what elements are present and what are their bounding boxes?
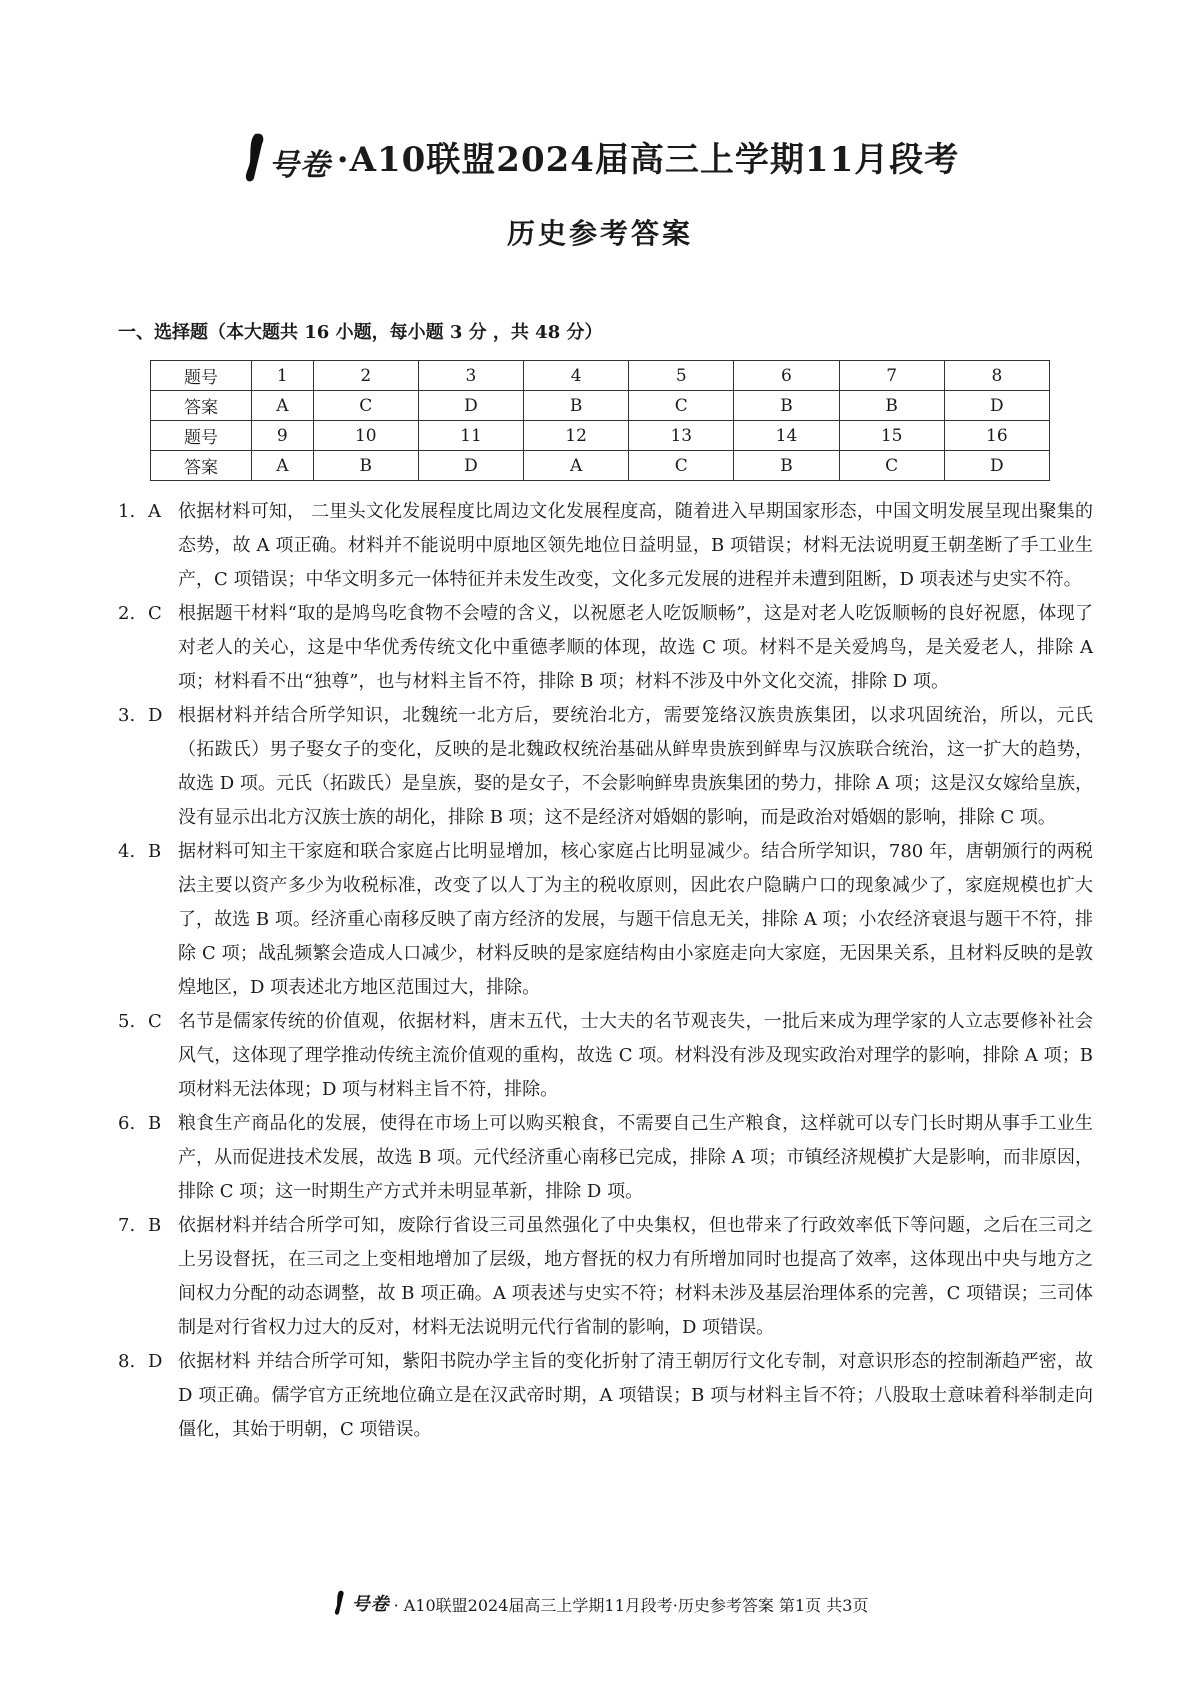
answer-cell: B bbox=[734, 451, 839, 481]
answer-cell: D bbox=[944, 391, 1049, 421]
item-explanation: 根据题干材料“取的是鸠鸟吃食物不会噎的含义，以祝愿老人吃饭顺畅”，这是对老人吃饭顺畅的良好祝愿，体现了对老人的关心，这是中华优秀传统文化中重德孝顺的体现，故选 C 项。材料不是关爱鸠鸟，是关爱老人，排除 A 项；材料看不出“独尊”，也与材料主旨不符，排除 B 项；材料不涉及中外文化交流，排除 D 项。 bbox=[178, 603, 1093, 692]
question-number: 16 bbox=[944, 421, 1049, 451]
item-answer: B bbox=[148, 841, 162, 862]
table-row bbox=[151, 391, 1050, 421]
answer-cell: B bbox=[313, 451, 418, 481]
item-explanation: 依据材料可知， 二里头文化发展程度比周边文化发展程度高，随着进入早期国家形态，中国文明发展呈现出聚集的态势，故 A 项正确。材料并不能说明中原地区领先地位日益明显，B 项错误；材料无法说明夏王朝垄断了手工业生产，C 项错误；中华文明多元一体特征并未发生改变，文化多元发展的进程并未遭到阻断，D 项表述与史实不符。 bbox=[178, 501, 1093, 590]
item-number: 7. bbox=[118, 1215, 136, 1236]
item-answer: D bbox=[148, 1351, 163, 1372]
answer-cell: B bbox=[839, 391, 944, 421]
question-number: 1 bbox=[252, 361, 314, 391]
item-answer: A bbox=[148, 501, 161, 522]
item-explanation: 名节是儒家传统的价值观，依据材料，唐末五代，士大夫的名节观丧失，一批后来成为理学家的人立志要修补社会风气，这体现了理学推动传统主流价值观的重构，故选 C 项。材料没有涉及现实政治对理学的影响，排除 A 项；B 项材料无法体现；D 项与材料主旨不符，排除。 bbox=[178, 1011, 1093, 1100]
title-row bbox=[241, 128, 959, 184]
list-item bbox=[118, 835, 1093, 1005]
item-number: 4. bbox=[118, 841, 136, 862]
answer-table bbox=[150, 360, 1050, 481]
question-number: 3 bbox=[418, 361, 523, 391]
question-number: 12 bbox=[524, 421, 629, 451]
footer-logo-text: 号卷 bbox=[351, 1594, 390, 1615]
footer bbox=[0, 1590, 1200, 1620]
answer-cell: C bbox=[629, 391, 734, 421]
footer-text: · A10联盟2024届高三上学期11月段考·历史参考答案 第1页 共3页 bbox=[393, 1596, 869, 1615]
list-item bbox=[118, 1209, 1093, 1345]
item-number: 3. bbox=[118, 705, 136, 726]
list-item bbox=[118, 597, 1093, 699]
item-number: 2. bbox=[118, 603, 136, 624]
section-title: 一、选择题（本大题共 16 小题，每小题 3 分 ，共 48 分） bbox=[118, 322, 603, 343]
row-label: 答案 bbox=[151, 451, 252, 481]
table-row bbox=[151, 451, 1050, 481]
explanation-list bbox=[118, 495, 1093, 1447]
item-explanation: 依据材料并结合所学可知，废除行省设三司虽然强化了中央集权，但也带来了行政效率低下等问题，之后在三司之上另设督抚，在三司之上变相地增加了层级，地方督抚的权力有所增加同时也提高了效率，这体现出中央与地方之间权力分配的动态调整，故 B 项正确。A 项表述与史实不符；材料未涉及基层治理体系的完善，C 项错误；三司体制是对行省权力过大的反对，材料无法说明元代行省制的影响，D 项错误。 bbox=[178, 1215, 1093, 1338]
item-answer: B bbox=[148, 1113, 162, 1134]
table-row bbox=[151, 361, 1050, 391]
answer-cell: A bbox=[252, 391, 314, 421]
answer-cell: C bbox=[629, 451, 734, 481]
question-number: 2 bbox=[313, 361, 418, 391]
item-explanation: 粮食生产商品化的发展，使得在市场上可以购买粮食，不需要自己生产粮食，这样就可以专门长时期从事手工业生产，从而促进技术发展，故选 B 项。元代经济重心南移已完成，排除 A 项；市镇经济规模扩大是影响，而非原因，排除 C 项；这一时期生产方式并未明显革新，排除 D 项。 bbox=[178, 1113, 1093, 1202]
question-number: 7 bbox=[839, 361, 944, 391]
table-row bbox=[151, 421, 1050, 451]
brand-logo-text: 号卷 bbox=[268, 148, 331, 183]
question-number: 9 bbox=[252, 421, 314, 451]
question-number: 15 bbox=[839, 421, 944, 451]
item-explanation: 据材料可知主干家庭和联合家庭占比明显增加，核心家庭占比明显减少。结合所学知识，780 年，唐朝颁行的两税法主要以资产多少为收税标准，改变了以人丁为主的税收原则，因此农户隐瞒户口的现象减少了，家庭规模也扩大了，故选 B 项。经济重心南移反映了南方经济的发展，与题干信息无关，排除 A 项；小农经济衰退与题干不符，排除 C 项；战乱频繁会造成人口减少，材料反映的是家庭结构由小家庭走向大家庭，无因果关系，且材料反映的是敦煌地区，D 项表述北方地区范围过大，排除。 bbox=[178, 841, 1093, 998]
item-answer: D bbox=[148, 705, 163, 726]
item-explanation: 根据材料并结合所学知识，北魏统一北方后，要统治北方，需要笼络汉族贵族集团，以求巩固统治，所以，元氏（拓跋氏）男子娶女子的变化，反映的是北魏政权统治基础从鲜卑贵族到鲜卑与汉族联合统治，这一扩大的趋势，故选 D 项。元氏（拓跋氏）是皇族，娶的是女子，不会影响鲜卑贵族集团的势力，排除 A 项；这是汉女嫁给皇族，没有显示出北方汉族士族的胡化，排除 B 项；这不是经济对婚姻的影响，而是政治对婚姻的影响，排除 C 项。 bbox=[178, 705, 1093, 828]
answer-cell: A bbox=[524, 451, 629, 481]
item-answer: C bbox=[148, 1011, 162, 1032]
brush-stroke-icon bbox=[241, 132, 267, 184]
question-number: 11 bbox=[418, 421, 523, 451]
header bbox=[0, 128, 1200, 188]
item-answer: C bbox=[148, 603, 162, 624]
list-item bbox=[118, 699, 1093, 835]
list-item bbox=[118, 1345, 1093, 1447]
question-number: 13 bbox=[629, 421, 734, 451]
question-number: 5 bbox=[629, 361, 734, 391]
answer-cell: A bbox=[252, 451, 314, 481]
row-label: 题号 bbox=[151, 361, 252, 391]
answer-cell: B bbox=[524, 391, 629, 421]
question-number: 10 bbox=[313, 421, 418, 451]
question-number: 8 bbox=[944, 361, 1049, 391]
brush-stroke-icon bbox=[332, 1590, 346, 1616]
list-item bbox=[118, 495, 1093, 597]
answer-cell: C bbox=[839, 451, 944, 481]
list-item bbox=[118, 1107, 1093, 1209]
item-number: 1. bbox=[118, 501, 136, 522]
row-label: 题号 bbox=[151, 421, 252, 451]
question-number: 6 bbox=[734, 361, 839, 391]
answer-cell: D bbox=[418, 451, 523, 481]
item-number: 5. bbox=[118, 1011, 136, 1032]
question-number: 4 bbox=[524, 361, 629, 391]
item-answer: B bbox=[148, 1215, 162, 1236]
item-number: 8. bbox=[118, 1351, 136, 1372]
answer-cell: C bbox=[313, 391, 418, 421]
page-title: ·A10联盟2024届高三上学期11月段考 bbox=[336, 139, 960, 180]
answer-cell: D bbox=[944, 451, 1049, 481]
answer-cell: D bbox=[418, 391, 523, 421]
question-number: 14 bbox=[734, 421, 839, 451]
answer-cell: B bbox=[734, 391, 839, 421]
footer-row bbox=[332, 1590, 869, 1616]
list-item bbox=[118, 1005, 1093, 1107]
row-label: 答案 bbox=[151, 391, 252, 421]
item-number: 6. bbox=[118, 1113, 136, 1134]
brand-logo bbox=[241, 128, 331, 184]
item-explanation: 依据材料 并结合所学可知，紫阳书院办学主旨的变化折射了清王朝厉行文化专制，对意识形态的控制渐趋严密，故 D 项正确。儒学官方正统地位确立是在汉武帝时期，A 项错误；B 项与材料主旨不符；八股取士意味着科举制走向僵化，其始于明朝，C 项错误。 bbox=[178, 1351, 1093, 1440]
page-subtitle: 历史参考答案 bbox=[506, 217, 693, 250]
